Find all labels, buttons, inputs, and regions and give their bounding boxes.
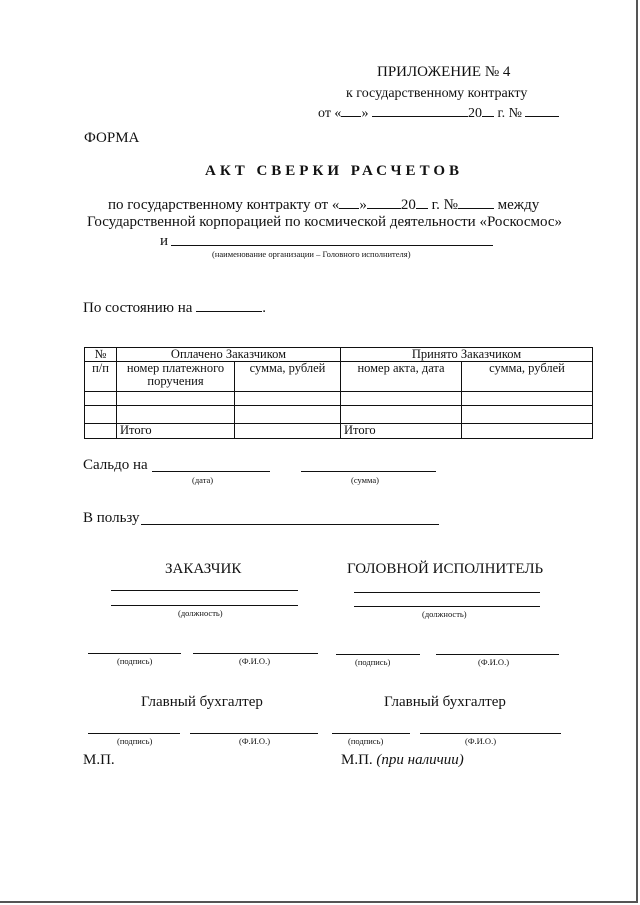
appendix-date-line	[318, 106, 559, 122]
table-cell[interactable]	[85, 392, 117, 406]
appendix-to-contract: к государственному контракту	[346, 86, 528, 101]
contractor-accountant-name-line[interactable]	[420, 733, 561, 734]
total-accepted-sum[interactable]	[462, 424, 593, 439]
contractor-position-line-1[interactable]	[354, 592, 540, 593]
contractor-signature-caption: (подпись)	[355, 657, 391, 667]
customer-stamp-label: М.П.	[83, 752, 115, 768]
contractor-stamp-label: М.П.	[341, 752, 373, 768]
contract-between: между	[497, 197, 540, 213]
customer-heading: ЗАКАЗЧИК	[165, 561, 242, 577]
col-number-header: №	[85, 348, 117, 362]
as-of-label: По состоянию на	[83, 300, 193, 316]
corporation-name: Государственной корпорацией по космической деятельности «Роскосмос»	[87, 214, 563, 230]
col-pp-header: п/п	[85, 362, 117, 392]
total-paid-sum[interactable]	[235, 424, 341, 439]
contract-prefix: по государственному контракту от «	[108, 197, 340, 213]
contractor-heading: ГОЛОВНОЙ ИСПОЛНИТЕЛЬ	[347, 561, 544, 577]
table-header-row-1	[85, 348, 593, 362]
customer-accountant-name-line[interactable]	[190, 733, 318, 734]
in-favor-label: В пользу	[83, 510, 140, 526]
col-accepted-header: Принято Заказчиком	[341, 348, 593, 362]
table-cell[interactable]	[117, 406, 235, 424]
table-row	[85, 406, 593, 424]
year-text: 20	[467, 106, 482, 121]
total-paid-label: Итого	[117, 424, 235, 439]
customer-accountant-heading: Главный бухгалтер	[141, 694, 263, 710]
contractor-name-caption: (Ф.И.О.)	[478, 657, 510, 667]
customer-name-caption: (Ф.И.О.)	[239, 656, 271, 666]
table-cell[interactable]	[462, 392, 593, 406]
contract-year-blank[interactable]	[416, 208, 428, 209]
customer-name-line[interactable]	[193, 653, 318, 654]
year-suffix: г. №	[497, 106, 522, 121]
day-blank[interactable]	[341, 116, 361, 117]
contractor-stamp-line	[341, 752, 464, 769]
saldo-sum-caption: (сумма)	[351, 475, 379, 485]
table-cell[interactable]	[85, 406, 117, 424]
table-cell[interactable]	[341, 392, 462, 406]
saldo-date-caption: (дата)	[192, 475, 214, 485]
as-of-line	[83, 300, 266, 317]
col-paid-sum-header: сумма, рублей	[235, 362, 341, 392]
col-accepted-sum-header: сумма, рублей	[462, 362, 593, 392]
from-label: от «	[318, 106, 342, 121]
organization-name-line[interactable]	[171, 245, 493, 246]
table-cell[interactable]	[235, 406, 341, 424]
contractor-stamp-note: (при наличии)	[376, 752, 464, 768]
reconciliation-table	[84, 347, 593, 439]
total-accepted-label: Итого	[341, 424, 462, 439]
contract-line	[108, 197, 539, 214]
as-of-blank[interactable]	[196, 311, 262, 312]
contractor-accountant-name-caption: (Ф.И.О.)	[465, 736, 497, 746]
contract-day-blank[interactable]	[339, 208, 359, 209]
contract-year: 20	[400, 197, 416, 213]
table-header-row-2	[85, 362, 593, 392]
customer-position-line-2[interactable]	[111, 605, 298, 606]
table-cell[interactable]	[235, 392, 341, 406]
table-total-row	[85, 424, 593, 439]
customer-accountant-signature-line[interactable]	[88, 733, 180, 734]
table-cell[interactable]	[117, 392, 235, 406]
number-blank[interactable]	[525, 116, 559, 117]
saldo-label: Сальдо на	[83, 457, 148, 473]
contractor-accountant-heading: Главный бухгалтер	[384, 694, 506, 710]
table-cell[interactable]	[341, 406, 462, 424]
table-row	[85, 392, 593, 406]
organization-caption: (наименование организации – Головного исполнителя)	[212, 249, 411, 259]
year-blank[interactable]	[482, 116, 494, 117]
customer-accountant-signature-caption: (подпись)	[117, 736, 153, 746]
month-blank[interactable]	[372, 116, 468, 117]
document-title: АКТ СВЕРКИ РАСЧЕТОВ	[205, 163, 464, 179]
contractor-position-line-2[interactable]	[354, 606, 540, 607]
customer-position-line-1[interactable]	[111, 590, 298, 591]
saldo-date-line[interactable]	[152, 471, 270, 472]
contractor-signature-line[interactable]	[336, 654, 420, 655]
customer-position-caption: (должность)	[178, 608, 223, 618]
contractor-name-line[interactable]	[436, 654, 559, 655]
contract-quote-close: »	[359, 197, 367, 213]
as-of-dot: .	[262, 300, 266, 316]
quote-close: »	[361, 106, 369, 121]
customer-accountant-name-caption: (Ф.И.О.)	[239, 736, 271, 746]
col-payment-order-header: номер платежного поручения	[117, 362, 235, 392]
col-paid-header: Оплачено Заказчиком	[117, 348, 341, 362]
contract-number-label: г. №	[431, 197, 458, 213]
contract-month-blank[interactable]	[367, 208, 401, 209]
saldo-sum-line[interactable]	[301, 471, 436, 472]
table-cell	[85, 424, 117, 439]
form-label: ФОРМА	[84, 130, 140, 146]
customer-signature-line[interactable]	[88, 653, 181, 654]
contractor-position-caption: (должность)	[422, 609, 467, 619]
contract-number-blank[interactable]	[458, 208, 494, 209]
contractor-accountant-signature-caption: (подпись)	[348, 736, 384, 746]
col-act-number-header: номер акта, дата	[341, 362, 462, 392]
table-cell[interactable]	[462, 406, 593, 424]
appendix-title: ПРИЛОЖЕНИЕ № 4	[377, 64, 511, 80]
in-favor-line[interactable]	[141, 524, 439, 525]
and-label: и	[160, 233, 169, 249]
contractor-accountant-signature-line[interactable]	[332, 733, 410, 734]
customer-signature-caption: (подпись)	[117, 656, 153, 666]
